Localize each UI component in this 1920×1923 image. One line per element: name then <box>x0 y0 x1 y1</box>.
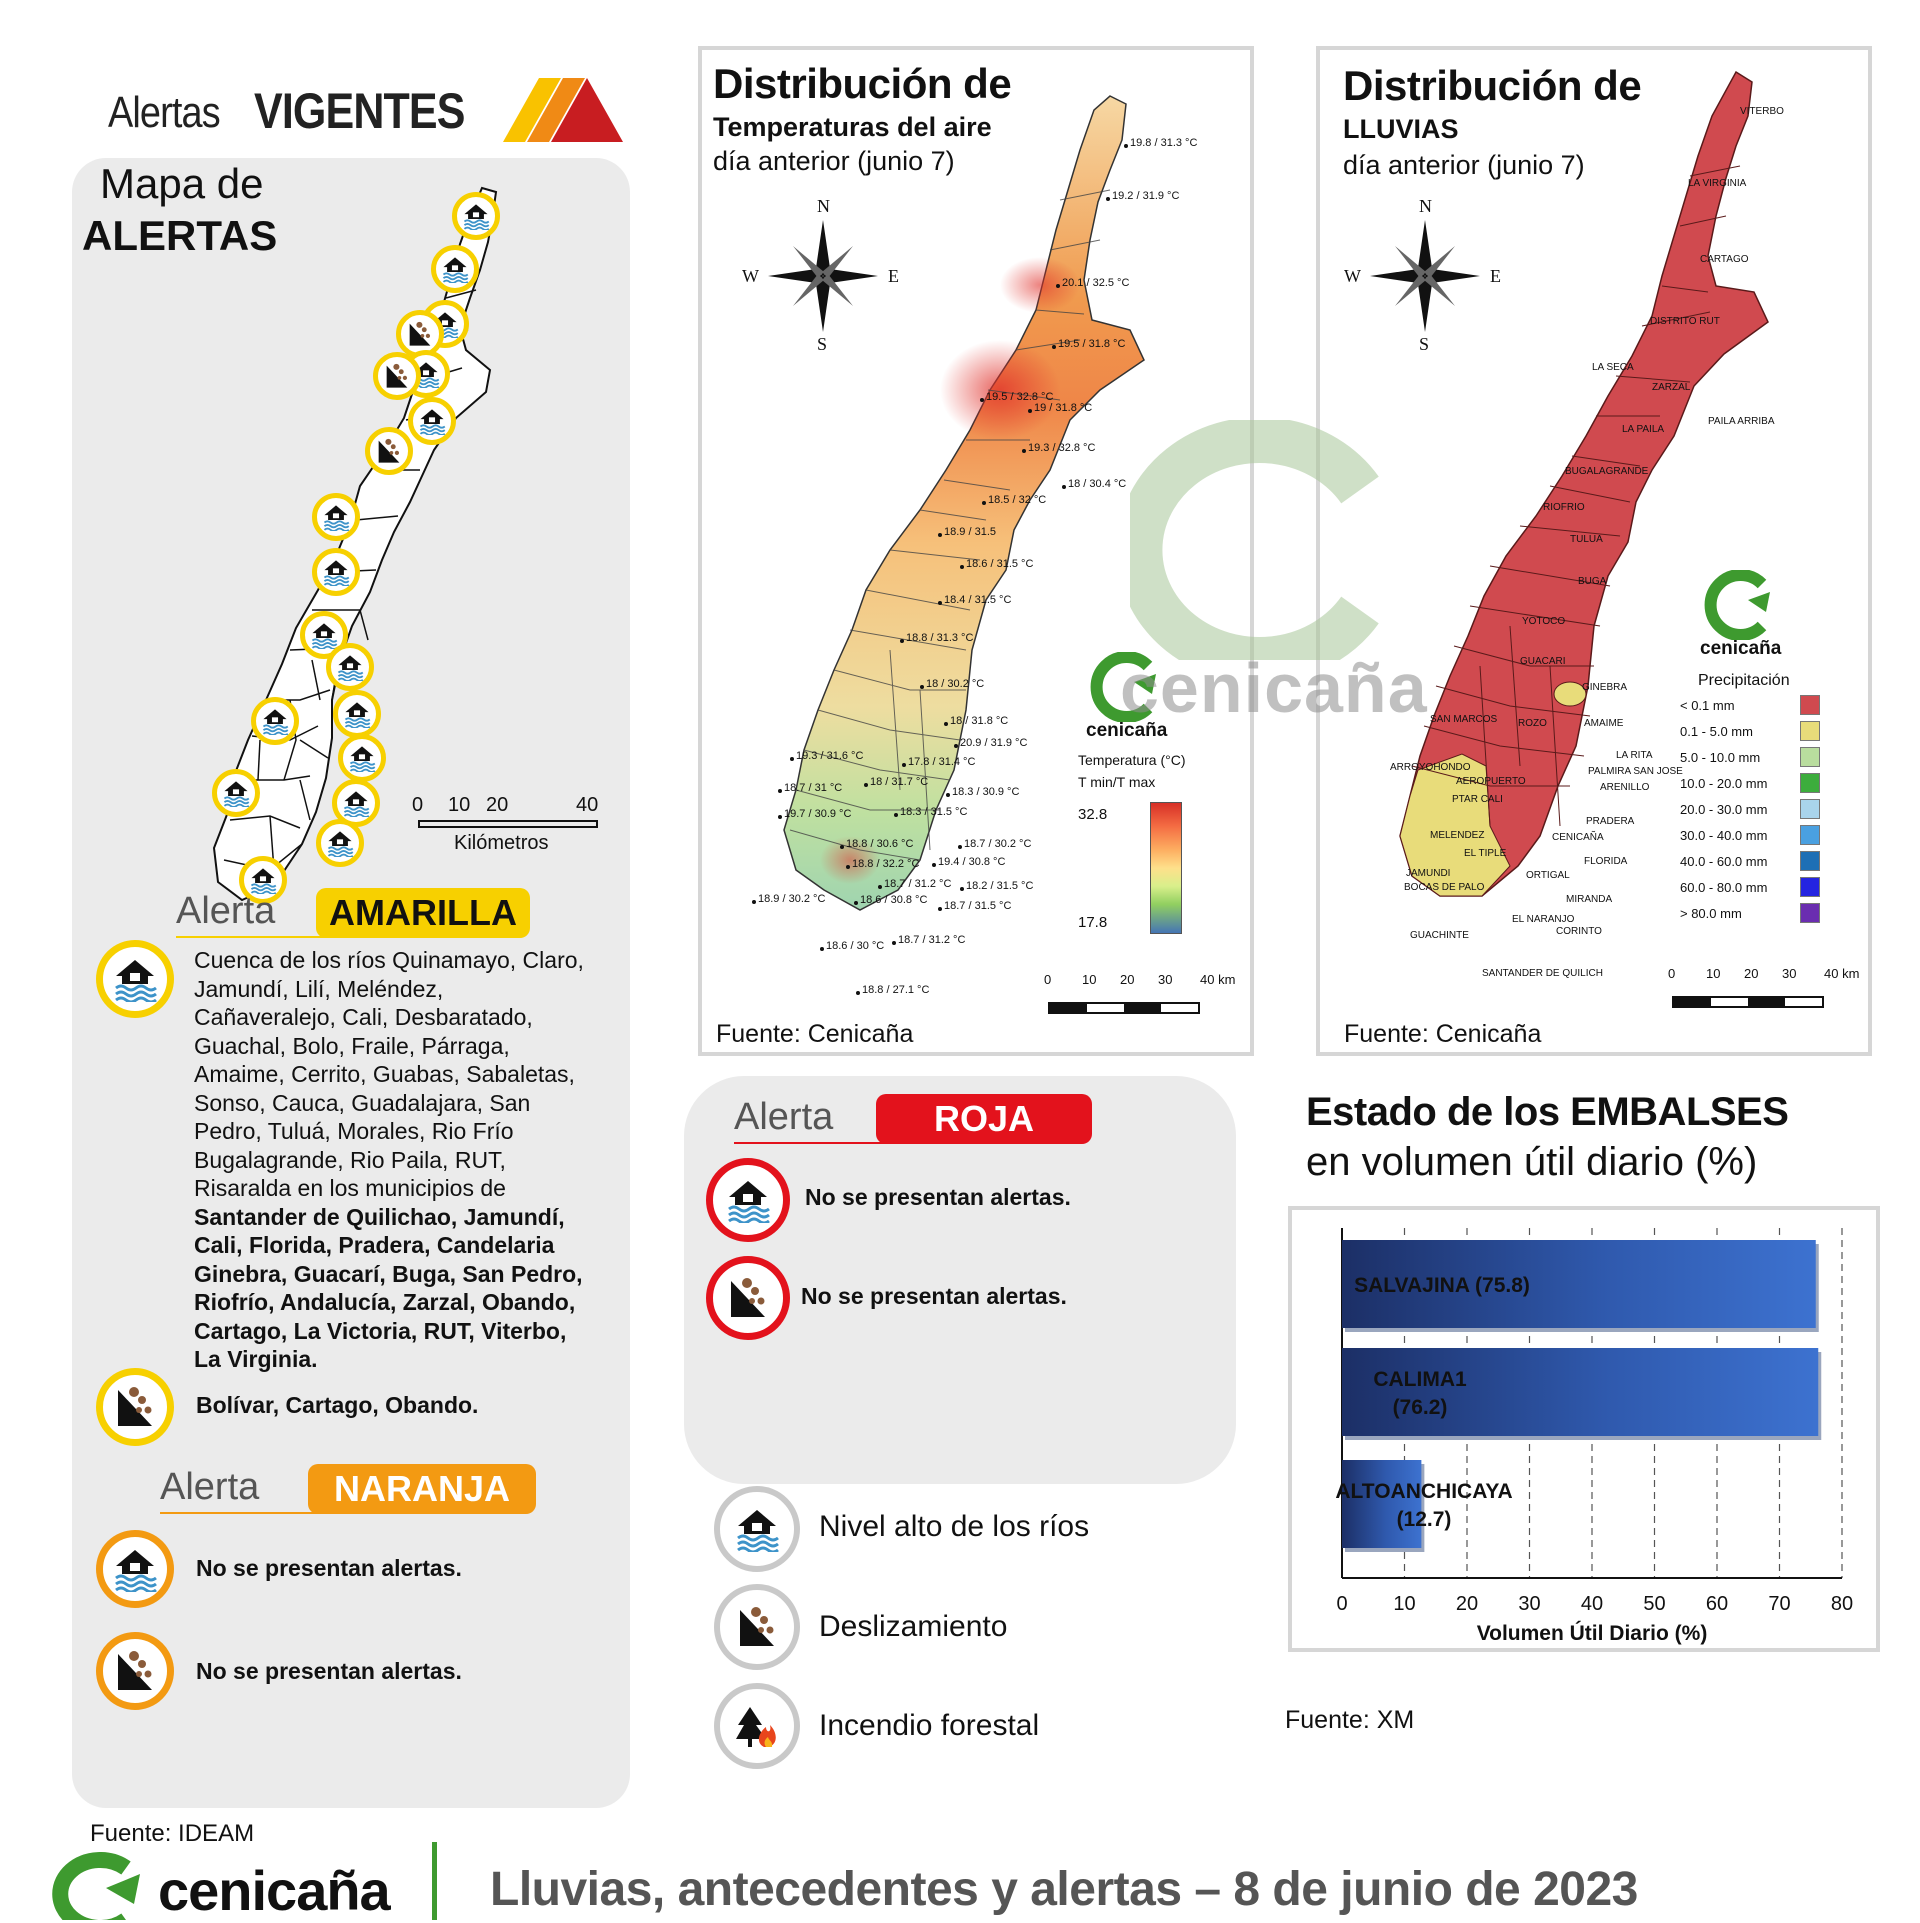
temp-station-dot <box>856 991 860 995</box>
alert-word: Alerta <box>160 1466 260 1508</box>
rain-place-label: BUGA <box>1578 576 1607 587</box>
temp-station-label: 18.7 / 31.2 °C <box>884 878 952 890</box>
rain-legend-label: 60.0 - 80.0 mm <box>1680 879 1768 895</box>
compass-n: N <box>817 196 830 216</box>
temp-station-label: 20.1 / 32.5 °C <box>1062 277 1130 289</box>
map-landslide-marker-icon <box>373 352 421 400</box>
compass-w: W <box>1344 266 1361 286</box>
rain-place-label: BOCAS DE PALO <box>1404 882 1485 893</box>
rain-legend-item <box>1680 900 1850 926</box>
rain-place-label: GUACARI <box>1520 656 1566 667</box>
x-tick-label: 10 <box>1393 1593 1416 1615</box>
temp-station-dot <box>790 757 794 761</box>
temp-station-dot <box>864 783 868 787</box>
temp-station-label: 19.2 / 31.9 °C <box>1112 190 1180 202</box>
rain-place-label: GINEBRA <box>1582 682 1628 693</box>
rain-place-label: YOTOCO <box>1522 616 1566 627</box>
alert-map-source: Fuente: IDEAM <box>90 1820 255 1847</box>
rain-place-label: LA SECA <box>1592 362 1634 373</box>
temp-station-dot <box>820 947 824 951</box>
page-header <box>108 78 628 148</box>
temp-map-subtitle: Temperaturas del aire <box>713 112 992 142</box>
alert-word: Alerta <box>734 1096 834 1138</box>
rain-place-label: LA VIRGINIA <box>1688 178 1747 189</box>
header-light: Alertas <box>108 88 220 137</box>
map-flood-marker-icon <box>333 690 381 738</box>
x-tick-label: 60 <box>1705 1593 1729 1615</box>
rain-place-label: CENICAÑA <box>1552 832 1604 843</box>
rain-legend-label: > 80.0 mm <box>1680 905 1742 921</box>
footer-divider <box>432 1842 437 1920</box>
temp-station-label: 18.9 / 30.2 °C <box>758 893 826 905</box>
reservoirs-title: Estado de los EMBALSES <box>1306 1090 1789 1134</box>
bar <box>1342 1460 1421 1548</box>
rain-legend-swatch <box>1800 825 1820 845</box>
temp-station-dot <box>892 941 896 945</box>
scale-bar <box>1672 996 1824 1008</box>
reservoirs-subtitle: en volumen útil diario (%) <box>1306 1140 1758 1184</box>
temp-station-dot <box>938 533 942 537</box>
temp-station-label: 18 / 31.8 °C <box>950 715 1009 727</box>
rain-legend-item <box>1680 874 1850 900</box>
amarilla-header <box>176 888 536 940</box>
compass-e: E <box>888 266 899 286</box>
rain-legend-item <box>1680 692 1850 718</box>
amarilla-flood-bold: Santander de Quilichao, Jamundí, Cali, Florida, Pradera, Candelaria Ginebra, Guacarí, Buga, San Pedro, Riofrío, Andalucía, Zarzal, Obando, Cartago, La Victoria, RUT, Viterbo, La Virginia. <box>194 1203 583 1372</box>
temp-station-label: 18.4 / 31.5 °C <box>944 594 1012 606</box>
map-flood-marker-icon <box>212 769 260 817</box>
amarilla-landslide-text: Bolívar, Cartago, Obando. <box>196 1392 479 1418</box>
cenicana-watermark <box>1120 420 1430 727</box>
temp-station-dot <box>946 793 950 797</box>
temp-station-label: 19.7 / 30.9 °C <box>784 808 852 820</box>
temp-station-dot <box>958 845 962 849</box>
rain-legend-item <box>1680 848 1850 874</box>
temp-station-dot <box>778 815 782 819</box>
rain-legend-item <box>1680 822 1850 848</box>
x-tick-label: 80 <box>1830 1593 1854 1615</box>
temp-station-dot <box>932 863 936 867</box>
scale-tick: 20 <box>1744 966 1759 981</box>
rain-place-label: TULUA <box>1570 534 1603 545</box>
temp-station-dot <box>1022 449 1026 453</box>
temp-station-dot <box>778 789 782 793</box>
reservoir-chart <box>1290 1208 1878 1650</box>
temp-station-label: 18.7 / 31.5 °C <box>944 900 1012 912</box>
bar-label: (12.7) <box>1396 1508 1452 1531</box>
temp-legend-min: 17.8 <box>1078 914 1108 931</box>
amarilla-flood-text <box>194 946 589 1374</box>
rain-legend-label: 40.0 - 60.0 mm <box>1680 853 1768 869</box>
x-axis-label: Volumen Útil Diario (%) <box>1476 1622 1708 1645</box>
amarilla-badge: AMARILLA <box>316 888 530 938</box>
rain-legend-label: 20.0 - 30.0 mm <box>1680 801 1768 817</box>
legend-flood-icon <box>714 1486 800 1572</box>
rain-place-label: AEROPUERTO <box>1456 776 1526 787</box>
amarilla-flood-plain: Cuenca de los ríos Quinamayo, Claro, Jamundí, Lilí, Meléndez, Cañaveralejo, Cali, Desbaratado, Guachal, Bolo, Fraile, Párraga, Amaime, Cerrito, Guabas, Sabaletas, Sonso, Cauca, Guadalajara, San Pedro, Tuluá, Morales, Rio Frío Bugalagrande, Rio Paila, RUT, Risaralda en los municipios de <box>194 947 584 1201</box>
amarilla-landslide-icon <box>96 1368 174 1446</box>
scale-bar <box>1048 1002 1200 1014</box>
rain-place-label: LA RITA <box>1616 750 1653 761</box>
legend-landslide-label: Deslizamiento <box>819 1610 1008 1643</box>
temp-station-label: 19.5 / 32.8 °C <box>986 391 1054 403</box>
alert-word: Alerta <box>176 890 276 932</box>
naranja-landslide-icon <box>96 1632 174 1710</box>
compass-s: S <box>817 334 828 354</box>
temp-station-label: 18.9 / 31.5 <box>944 526 996 538</box>
rain-place-label: PRADERA <box>1586 816 1635 827</box>
watermark-text: cenicaña <box>1120 649 1428 727</box>
scale-unit: Kilómetros <box>454 832 549 854</box>
temp-station-label: 19.5 / 31.8 °C <box>1058 338 1126 350</box>
temp-station-label: 18.7 / 31.2 °C <box>898 934 966 946</box>
temp-colorbar <box>1150 802 1182 934</box>
rain-map-subtitle: LLUVIAS <box>1343 114 1459 144</box>
temp-station-dot <box>1052 345 1056 349</box>
rain-place-label: LA PAILA <box>1622 424 1665 435</box>
rain-legend-swatch <box>1800 695 1820 715</box>
rain-legend-title: Precipitación <box>1698 672 1790 689</box>
rain-legend-swatch <box>1800 877 1820 897</box>
map-flood-marker-icon <box>338 734 386 782</box>
temp-station-label: 18.6 / 30.8 °C <box>860 894 928 906</box>
map-flood-marker-icon <box>326 643 374 691</box>
rain-legend-item <box>1680 744 1850 770</box>
temp-legend-title: Temperatura (°C) <box>1078 752 1186 768</box>
rain-legend-swatch <box>1800 903 1820 923</box>
rain-place-label: ROZO <box>1518 718 1547 729</box>
compass-n: N <box>1419 196 1432 216</box>
map-flood-marker-icon <box>408 397 456 445</box>
bar <box>1342 1348 1818 1436</box>
map-flood-marker-icon <box>312 493 360 541</box>
x-tick-label: 0 <box>1336 1593 1348 1615</box>
rain-place-label: RIOFRIO <box>1543 502 1585 513</box>
naranja-flood-text: No se presentan alertas. <box>196 1555 462 1581</box>
x-tick-label: 30 <box>1518 1593 1541 1615</box>
rain-place-label: GUACHINTE <box>1410 930 1469 941</box>
rain-place-label: DISTRITO RUT <box>1650 316 1720 327</box>
temp-station-label: 19 / 31.8 °C <box>1034 402 1093 414</box>
scale-tick: 30 <box>1782 966 1797 981</box>
temp-brand: cenicaña <box>1086 720 1168 741</box>
temp-station-dot <box>1028 409 1032 413</box>
map-flood-marker-icon <box>431 245 479 293</box>
temp-station-dot <box>944 722 948 726</box>
rain-legend-swatch <box>1800 851 1820 871</box>
alert-map-title: Mapa de <box>100 160 264 207</box>
hot-spot <box>940 340 1060 440</box>
roja-flood-icon <box>706 1158 790 1242</box>
scale-tick: 0 <box>1668 966 1676 981</box>
temp-station-dot <box>878 885 882 889</box>
rain-place-label: ORTIGAL <box>1526 870 1570 881</box>
rain-legend-label: 5.0 - 10.0 mm <box>1680 749 1761 765</box>
scale-tick: 0 <box>1044 972 1052 987</box>
rain-legend-label: 30.0 - 40.0 mm <box>1680 827 1768 843</box>
rain-place-label: CORINTO <box>1556 926 1602 937</box>
roja-badge: ROJA <box>876 1094 1092 1144</box>
footer-title: Lluvias, antecedentes y alertas – 8 de junio de 2023 <box>490 1863 1638 1916</box>
map-flood-marker-icon <box>452 192 500 240</box>
temp-station-label: 18.3 / 31.5 °C <box>900 806 968 818</box>
rain-map-scale <box>1668 966 1868 1016</box>
roja-flood-text: No se presentan alertas. <box>805 1184 1071 1210</box>
temp-station-dot <box>1124 144 1128 148</box>
temp-station-label: 18 / 31.7 °C <box>870 776 929 788</box>
footer-brand: cenicaña <box>158 1859 390 1922</box>
rain-map-title: Distribución de <box>1343 62 1642 109</box>
temp-station-label: 17.8 / 31.4 °C <box>908 756 976 768</box>
bar-label: ALTOANCHICAYA <box>1335 1480 1513 1503</box>
reservoirs-source: Fuente: XM <box>1285 1706 1415 1734</box>
rain-place-label: VITERBO <box>1740 106 1784 117</box>
rain-place-label: SAN MARCOS <box>1430 714 1498 725</box>
compass-s: S <box>1419 334 1430 354</box>
rain-legend-swatch <box>1800 747 1820 767</box>
rain-legend-swatch <box>1800 721 1820 741</box>
scale-tick: 20 <box>1120 972 1135 987</box>
scale-tick: 40 km <box>1200 972 1236 987</box>
rain-place-label: EL NARANJO <box>1512 914 1575 925</box>
rain-legend-item <box>1680 796 1850 822</box>
temp-station-dot <box>980 398 984 402</box>
temp-station-label: 19.3 / 32.8 °C <box>1028 442 1096 454</box>
temp-station-label: 18 / 30.2 °C <box>926 678 985 690</box>
rain-place-label: FLORIDA <box>1584 856 1628 867</box>
rain-place-label: PALMIRA SAN JOSE <box>1588 766 1683 777</box>
temp-legend-subtitle: T min/T max <box>1078 774 1156 790</box>
temp-station-dot <box>1056 284 1060 288</box>
legend-fire-label: Incendio forestal <box>819 1709 1040 1742</box>
temp-station-label: 18.3 / 30.9 °C <box>952 786 1020 798</box>
map-flood-marker-icon <box>251 697 299 745</box>
bar-label: SALVAJINA (75.8) <box>1354 1274 1530 1297</box>
map-landslide-marker-icon <box>365 427 413 475</box>
temp-station-dot <box>840 845 844 849</box>
rain-place-label: MELENDEZ <box>1430 830 1485 841</box>
rain-legend-label: 0.1 - 5.0 mm <box>1680 723 1753 739</box>
rain-legend-label: < 0.1 mm <box>1680 697 1735 713</box>
naranja-header <box>160 1464 540 1516</box>
temp-station-dot <box>1062 485 1066 489</box>
temp-station-dot <box>954 744 958 748</box>
cenicana-logo-icon <box>1700 570 1780 640</box>
rain-place-label: EL TIPLE <box>1464 848 1507 859</box>
temp-station-label: 18.8 / 32.2 °C <box>852 858 920 870</box>
scale-tick: 30 <box>1158 972 1173 987</box>
rain-legend-swatch <box>1800 799 1820 819</box>
rain-legend-label: 10.0 - 20.0 mm <box>1680 775 1768 791</box>
scale-tick: 10 <box>448 794 471 816</box>
scale-tick: 40 <box>576 794 599 816</box>
temp-station-label: 18.8 / 30.6 °C <box>846 838 914 850</box>
rain-brand: cenicaña <box>1700 638 1782 659</box>
rain-place-label: PTAR CALI <box>1452 794 1503 805</box>
x-tick-label: 20 <box>1455 1593 1479 1615</box>
alert-map-subtitle: ALERTAS <box>82 212 278 259</box>
bar-label: (76.2) <box>1392 1396 1448 1419</box>
legend-fire-icon <box>714 1683 800 1769</box>
temp-station-dot <box>938 907 942 911</box>
rain-place-label: CARTAGO <box>1700 254 1749 265</box>
scale-tick: 0 <box>412 794 424 816</box>
temp-station-dot <box>846 865 850 869</box>
rain-place-label: AMAIME <box>1584 718 1624 729</box>
rain-legend-item <box>1680 770 1850 796</box>
roja-landslide-icon <box>706 1256 790 1340</box>
rain-place-label: BUGALAGRANDE <box>1565 466 1649 477</box>
rain-place-label: JAMUNDI <box>1406 868 1451 879</box>
rain-place-label: ZARZAL <box>1652 382 1691 393</box>
temp-station-label: 19.8 / 31.3 °C <box>1130 137 1198 149</box>
naranja-landslide-text: No se presentan alertas. <box>196 1658 462 1684</box>
legend-flood-label: Nivel alto de los ríos <box>819 1510 1090 1543</box>
header-stripes-logo <box>503 78 623 142</box>
roja-landslide-text: No se presentan alertas. <box>801 1283 1067 1309</box>
compass-w: W <box>742 266 759 286</box>
map-flood-marker-icon <box>316 819 364 867</box>
rain-place-label: MIRANDA <box>1566 894 1613 905</box>
temp-station-label: 20.9 / 31.9 °C <box>960 737 1028 749</box>
temp-station-dot <box>920 685 924 689</box>
rain-map-source: Fuente: Cenicaña <box>1344 1020 1542 1048</box>
compass-e: E <box>1490 266 1501 286</box>
rain-place-label: SANTANDER DE QUILICH <box>1482 968 1603 979</box>
rain-legend-item <box>1680 718 1850 744</box>
rain-legend <box>1680 692 1850 926</box>
temp-station-dot <box>854 901 858 905</box>
temp-station-label: 19.4 / 30.8 °C <box>938 856 1006 868</box>
temp-map-scale <box>1044 972 1244 1022</box>
temp-station-dot <box>902 763 906 767</box>
naranja-badge: NARANJA <box>308 1464 536 1514</box>
scale-tick: 20 <box>486 794 509 816</box>
x-tick-label: 50 <box>1643 1593 1666 1615</box>
temp-station-label: 18.7 / 30.2 °C <box>964 838 1032 850</box>
header-bold: VIGENTES <box>254 83 465 139</box>
map-flood-marker-icon <box>312 548 360 596</box>
footer-cenicana-logo-icon <box>48 1852 148 1920</box>
roja-header <box>734 1094 1094 1146</box>
rain-place-label: ARENILLO <box>1600 782 1650 793</box>
temp-station-label: 18.5 / 32 °C <box>988 494 1047 506</box>
temp-station-label: 19.3 / 31.6 °C <box>796 750 864 762</box>
temp-station-dot <box>960 887 964 891</box>
temp-station-dot <box>982 501 986 505</box>
temp-station-label: 18.7 / 31 °C <box>784 782 843 794</box>
temp-station-label: 18.8 / 27.1 °C <box>862 984 930 996</box>
rain-place-label: ARROYOHONDO <box>1390 762 1471 773</box>
temp-map-source: Fuente: Cenicaña <box>716 1020 914 1048</box>
naranja-flood-icon <box>96 1530 174 1608</box>
temp-station-dot <box>900 639 904 643</box>
temp-station-label: 18.6 / 30 °C <box>826 940 885 952</box>
temp-station-label: 18.2 / 31.5 °C <box>966 880 1034 892</box>
temp-station-dot <box>960 565 964 569</box>
watermark-logo-icon <box>1130 420 1430 660</box>
rain-map-date: día anterior (junio 7) <box>1343 150 1585 180</box>
temp-station-label: 18.6 / 31.5 °C <box>966 558 1034 570</box>
scale-tick: 10 <box>1082 972 1097 987</box>
rain-place-label: PAILA ARRIBA <box>1708 416 1775 427</box>
x-tick-label: 40 <box>1580 1593 1604 1615</box>
temp-station-label: 18 / 30.4 °C <box>1068 478 1127 490</box>
scale-tick: 40 km <box>1824 966 1860 981</box>
temp-map-title: Distribución de <box>713 60 1012 107</box>
alert-map-scale <box>412 794 612 854</box>
temp-legend-max: 32.8 <box>1078 806 1108 823</box>
amarilla-flood-icon <box>96 940 174 1018</box>
scale-tick: 10 <box>1706 966 1721 981</box>
temp-station-dot <box>938 601 942 605</box>
temp-station-dot <box>752 900 756 904</box>
legend-landslide-icon <box>714 1584 800 1670</box>
temp-station-dot <box>894 813 898 817</box>
x-tick-label: 70 <box>1768 1593 1791 1615</box>
temp-map-date: día anterior (junio 7) <box>713 146 955 176</box>
temp-station-dot <box>1106 197 1110 201</box>
temp-station-label: 18.8 / 31.3 °C <box>906 632 974 644</box>
bar-label: CALIMA1 <box>1373 1368 1467 1391</box>
rain-legend-swatch <box>1800 773 1820 793</box>
